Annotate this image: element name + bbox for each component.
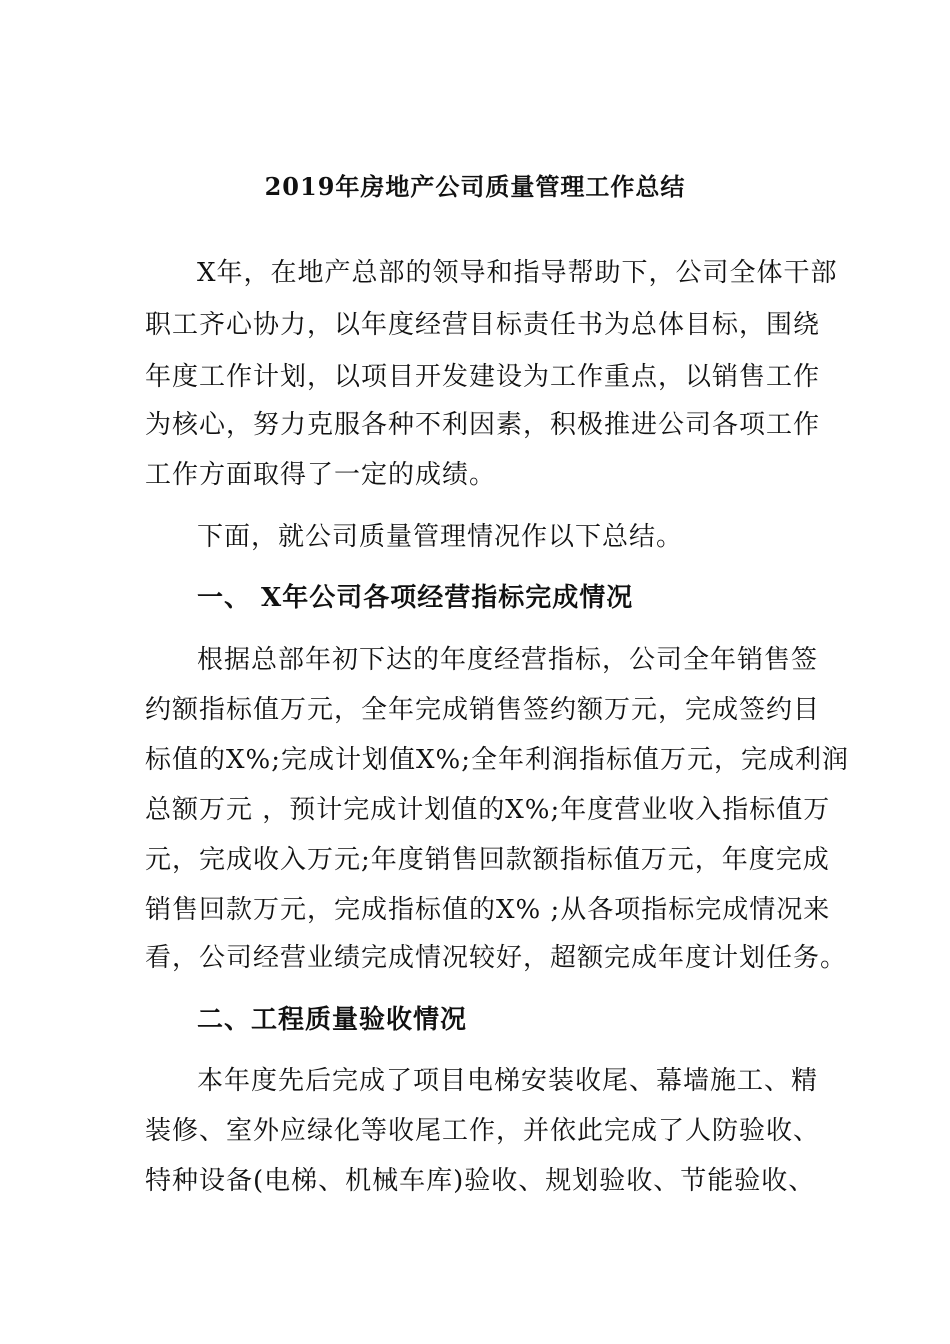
paragraph-line: 年度工作计划，以项目开发建设为工作重点，以销售工作 <box>145 362 821 392</box>
paragraph-line: 约额指标值万元，全年完成销售签约额万元，完成签约目 <box>145 695 821 725</box>
document-title: 2019年房地产公司质量管理工作总结 <box>264 172 686 201</box>
paragraph-line: 总额万元 ，预计完成计划值的X%;年度营业收入指标值万 <box>145 795 831 825</box>
paragraph-line: 特种设备(电梯、机械车库)验收、规划验收、节能验收、 <box>145 1166 816 1196</box>
paragraph-line: 本年度先后完成了项目电梯安装收尾、幕墙施工、精 <box>197 1066 819 1096</box>
paragraph-line: 标值的X%;完成计划值X%;全年利润指标值万元，完成利润 <box>145 745 849 775</box>
section-heading-2: 二、工程质量验收情况 <box>197 1005 468 1035</box>
paragraph-line: 工作方面取得了一定的成绩。 <box>145 460 497 490</box>
paragraph-line: 为核心，努力克服各种不利因素，积极推进公司各项工作 <box>145 410 821 440</box>
paragraph-line: 装修、室外应绿化等收尾工作，并依此完成了人防验收、 <box>145 1116 821 1146</box>
paragraph-line: 元，完成收入万元;年度销售回款额指标值万元，年度完成 <box>145 845 830 875</box>
paragraph-line: X年，在地产总部的领导和指导帮助下，公司全体干部 <box>197 258 838 288</box>
section-heading-1: 一、 X年公司各项经营指标完成情况 <box>197 583 634 613</box>
paragraph-line: 销售回款万元，完成指标值的X% ;从各项指标完成情况来 <box>145 895 831 925</box>
paragraph-line: 职工齐心协力，以年度经营目标责任书为总体目标，围绕 <box>145 310 821 340</box>
paragraph-line: 下面，就公司质量管理情况作以下总结。 <box>197 522 684 552</box>
paragraph-line: 看，公司经营业绩完成情况较好，超额完成年度计划任务。 <box>145 943 848 973</box>
paragraph-line: 根据总部年初下达的年度经营指标，公司全年销售签 <box>197 645 819 675</box>
